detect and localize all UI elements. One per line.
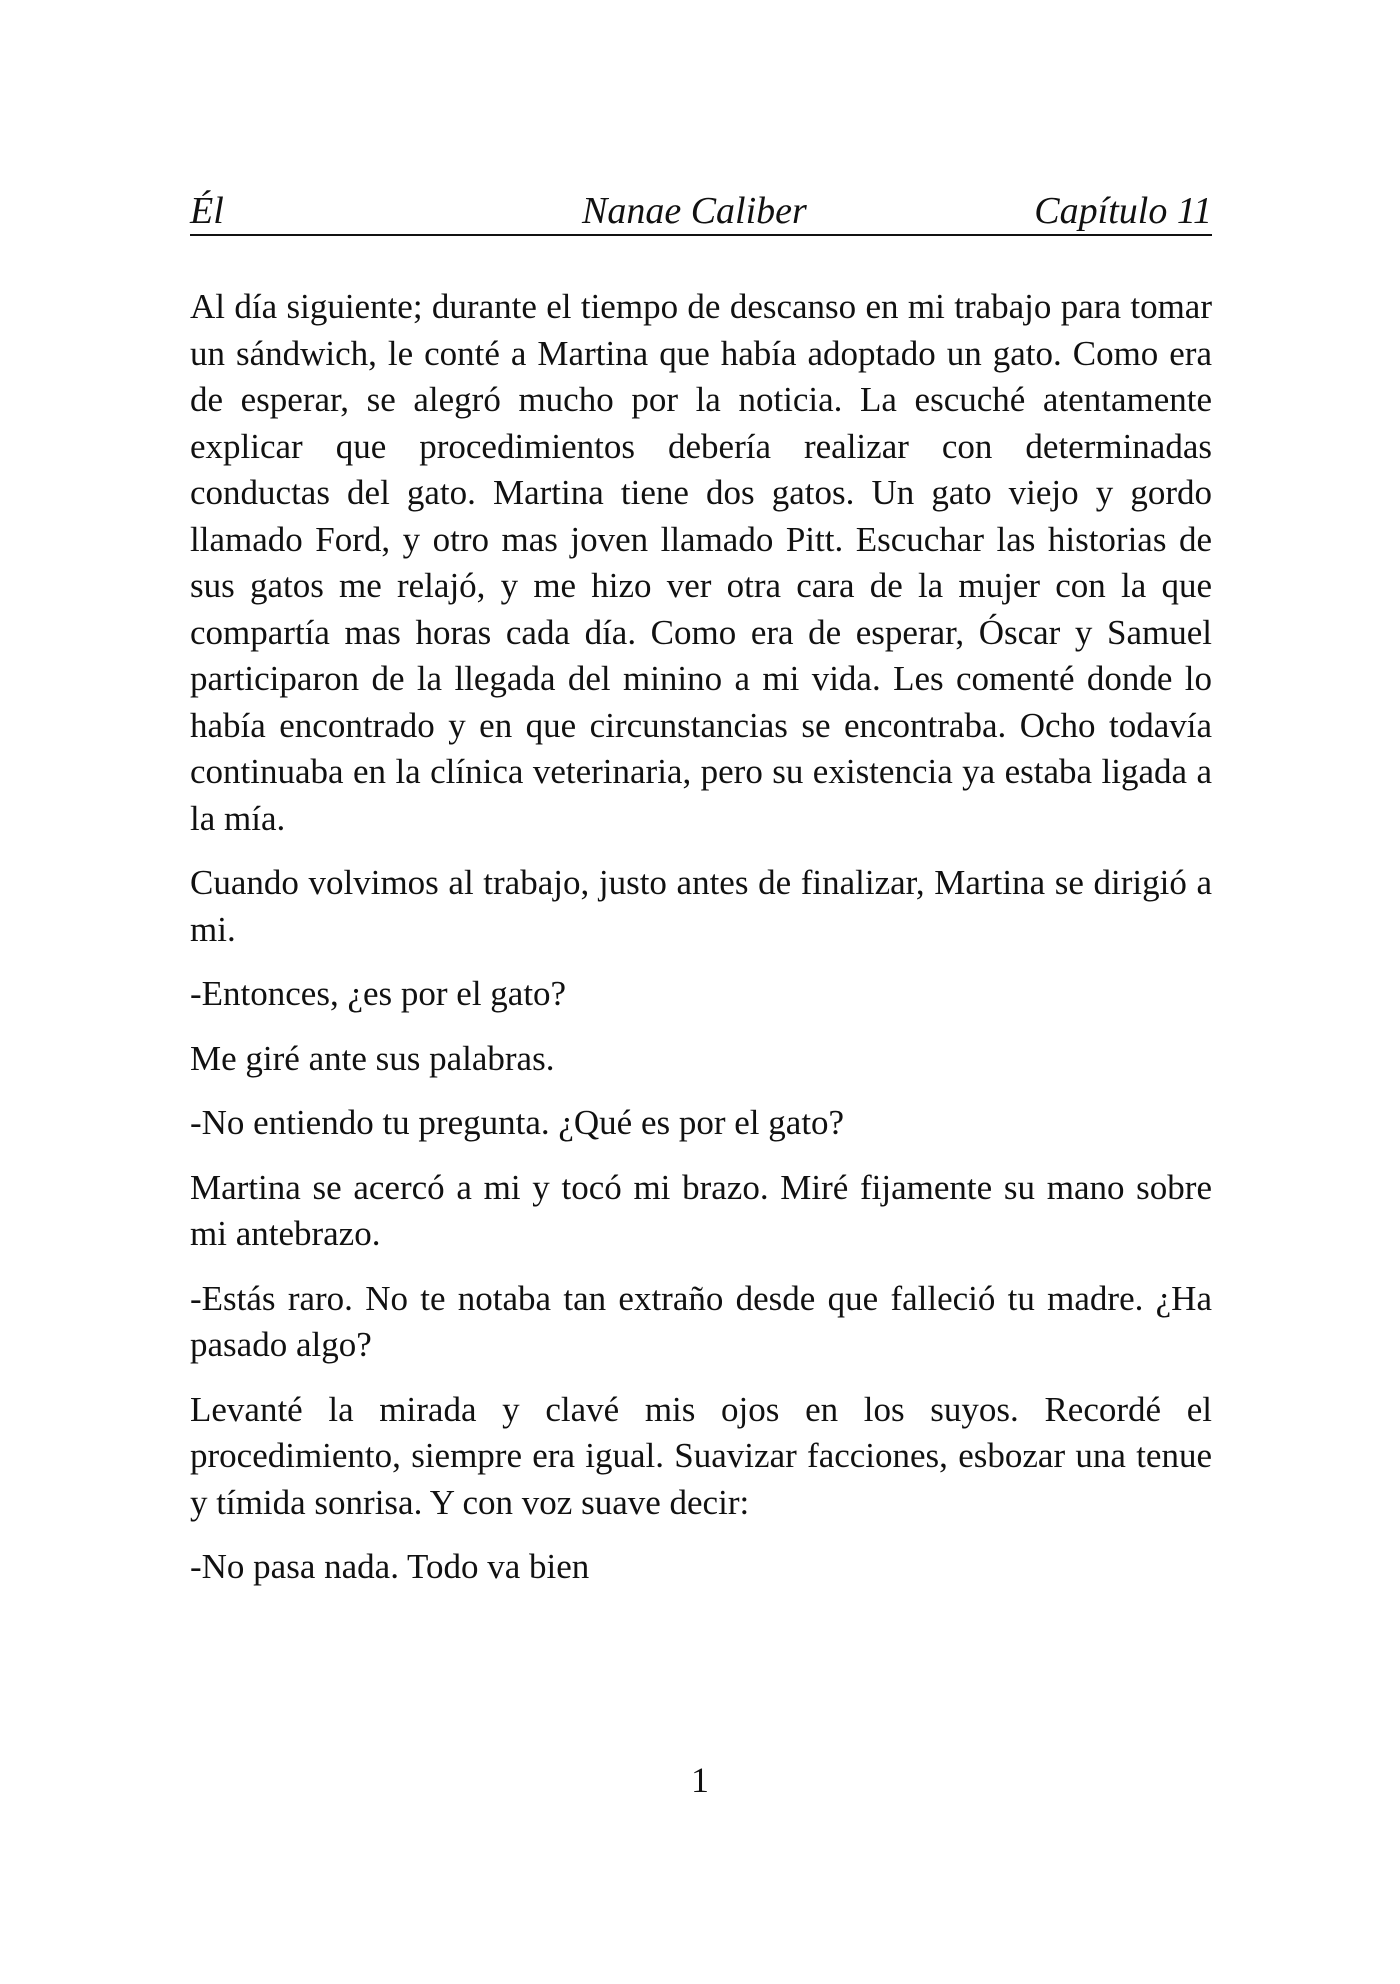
dialogue-line: -Entonces, ¿es por el gato? <box>190 974 567 1013</box>
dialogue-line: -No entiendo tu pregunta. ¿Qué es por el gato? <box>190 1103 845 1142</box>
page-number: 1 <box>691 1760 709 1800</box>
paragraph: Cuando volvimos al trabajo, justo antes de finalizar, Martina se dirigió a mi. <box>190 863 1212 949</box>
body-text <box>190 284 1212 1591</box>
dialogue-line: -Estás raro. No te notaba tan extraño desde que falleció tu madre. ¿Ha pasado algo? <box>190 1278 1212 1364</box>
paragraph: Martina se acercó a mi y tocó mi brazo. Miré fijamente su mano sobre mi antebrazo. <box>190 1167 1212 1253</box>
header-chapter: Capítulo 11 <box>1034 190 1212 232</box>
header-author: Nanae Caliber <box>582 190 807 232</box>
paragraph: Levanté la mirada y clavé mis ojos en los suyos. Recordé el procedimiento, siempre era igual. Suavizar facciones, esbozar una tenue y tímida sonrisa. Y con voz suave decir: <box>190 1389 1212 1522</box>
paragraph: Me giré ante sus palabras. <box>190 1038 555 1078</box>
running-header <box>190 188 1212 236</box>
paragraph: Al día siguiente; durante el tiempo de descanso en mi trabajo para tomar un sándwich, le conté a Martina que había adoptado un gato. Como era de esperar, se alegró mucho por la noticia. La escuché atentamente explicar que procedimientos debería realizar con determinadas conductas del gato. Martina tiene dos gatos. Un gato viejo y gordo llamado Ford, y otro mas joven llamado Pitt. Escuchar las historias de sus gatos me relajó, y me hizo ver otra cara de la mujer con la que compartía mas horas cada día. Como era de esperar, Óscar y Samuel participaron de la llegada del minino a mi vida. Les comenté donde lo había encontrado y en que circunstancias se encontraba. Ocho todavía continuaba en la clínica veterinaria, pero su existencia ya estaba ligada a la mía. <box>190 287 1212 838</box>
dialogue-line: -No pasa nada. Todo va bien <box>190 1547 590 1586</box>
header-title: Él <box>190 190 224 232</box>
